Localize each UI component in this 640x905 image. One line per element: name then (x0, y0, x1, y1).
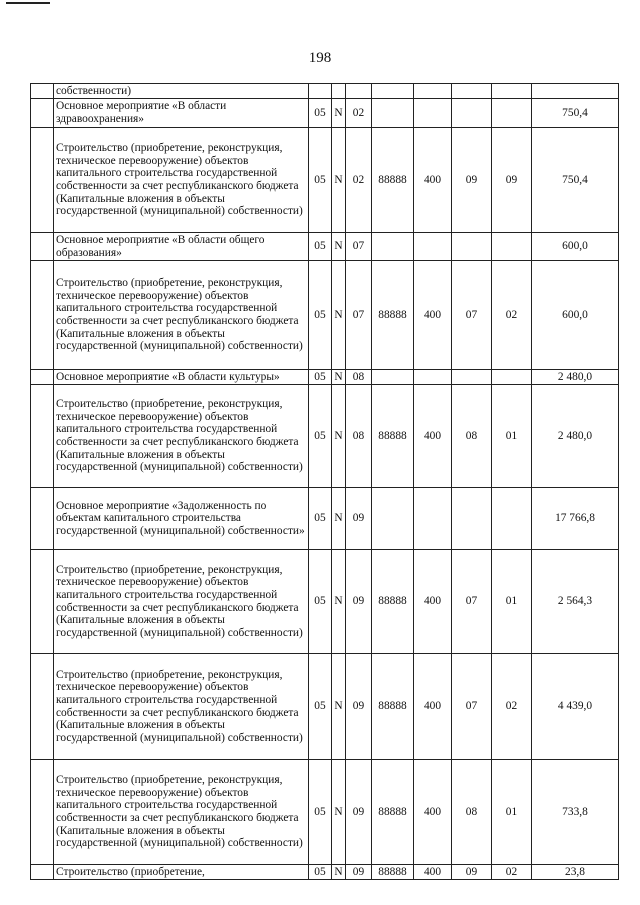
table-row (31, 865, 619, 880)
table-row (31, 370, 619, 385)
code-cell: 05 (309, 261, 332, 370)
code-cell: N (332, 488, 346, 550)
amount-cell: 600,0 (532, 261, 619, 370)
code-cell: 05 (309, 385, 332, 488)
code-cell (492, 84, 532, 99)
code-cell: 01 (492, 385, 532, 488)
code-cell: N (332, 261, 346, 370)
code-cell (372, 99, 414, 128)
code-cell (452, 99, 492, 128)
code-cell (492, 488, 532, 550)
code-cell: 05 (309, 488, 332, 550)
amount-cell: 4 439,0 (532, 654, 619, 760)
code-cell: 88888 (372, 261, 414, 370)
code-cell: N (332, 385, 346, 488)
item-name: Основное мероприятие «В области здравоохранения» (54, 99, 309, 128)
blank-cell (31, 385, 54, 488)
amount-cell: 23,8 (532, 865, 619, 880)
code-cell: N (332, 233, 346, 261)
code-cell: N (332, 99, 346, 128)
item-name: собственности) (54, 84, 309, 99)
code-cell: 09 (346, 654, 372, 760)
code-cell: 08 (452, 385, 492, 488)
table-row (31, 261, 619, 370)
code-cell: 09 (452, 128, 492, 233)
blank-cell (31, 128, 54, 233)
code-cell: N (332, 654, 346, 760)
amount-cell: 17 766,8 (532, 488, 619, 550)
table-row (31, 654, 619, 760)
amount-cell: 2 480,0 (532, 385, 619, 488)
blank-cell (31, 760, 54, 865)
code-cell: 07 (346, 233, 372, 261)
code-cell: 88888 (372, 760, 414, 865)
code-cell (372, 370, 414, 385)
blank-cell (31, 488, 54, 550)
code-cell (414, 99, 452, 128)
code-cell: N (332, 760, 346, 865)
code-cell: 400 (414, 654, 452, 760)
code-cell (372, 488, 414, 550)
table-row (31, 128, 619, 233)
amount-cell: 750,4 (532, 99, 619, 128)
code-cell: 05 (309, 99, 332, 128)
amount-cell: 2 564,3 (532, 550, 619, 654)
code-cell: 400 (414, 385, 452, 488)
code-cell: 09 (346, 760, 372, 865)
code-cell: 01 (492, 550, 532, 654)
code-cell: 08 (346, 385, 372, 488)
code-cell: 400 (414, 760, 452, 865)
code-cell: 88888 (372, 654, 414, 760)
code-cell: 05 (309, 370, 332, 385)
code-cell (414, 84, 452, 99)
amount-cell: 750,4 (532, 128, 619, 233)
code-cell: 07 (452, 654, 492, 760)
code-cell: N (332, 865, 346, 880)
code-cell: 05 (309, 550, 332, 654)
code-cell (452, 488, 492, 550)
code-cell: 05 (309, 654, 332, 760)
item-name: Основное мероприятие «В области культуры» (54, 370, 309, 385)
table-row (31, 99, 619, 128)
item-name: Основное мероприятие «В области общего образования» (54, 233, 309, 261)
item-name: Строительство (приобретение, реконструкция, техническое перевооружение) объектов капитального строительства государственной собственности за счет республиканского бюджета (Капитальные вложения в объекты государственной (муниципальной) собственности) (54, 550, 309, 654)
code-cell (372, 84, 414, 99)
amount-cell: 2 480,0 (532, 370, 619, 385)
code-cell (492, 233, 532, 261)
code-cell: 09 (346, 865, 372, 880)
table-row (31, 550, 619, 654)
code-cell: 02 (346, 99, 372, 128)
item-name: Основное мероприятие «Задолженность по объектам капитального строительства государственной (муниципальной) собственности» (54, 488, 309, 550)
code-cell: N (332, 550, 346, 654)
item-name: Строительство (приобретение, реконструкция, техническое перевооружение) объектов капитального строительства государственной собственности за счет республиканского бюджета (Капитальные вложения в объекты государственной (муниципальной) собственности) (54, 654, 309, 760)
code-cell: 08 (346, 370, 372, 385)
table-row (31, 233, 619, 261)
code-cell: 88888 (372, 550, 414, 654)
code-cell: 09 (346, 550, 372, 654)
table-row (31, 84, 619, 99)
code-cell: 88888 (372, 385, 414, 488)
blank-cell (31, 84, 54, 99)
page-number: 198 (308, 50, 332, 66)
code-cell: 02 (346, 128, 372, 233)
table-row (31, 760, 619, 865)
code-cell (414, 488, 452, 550)
item-name: Строительство (приобретение, реконструкция, техническое перевооружение) объектов капитального строительства государственной собственности за счет республиканского бюджета (Капитальные вложения в объекты государственной (муниципальной) собственности) (54, 128, 309, 233)
code-cell: 02 (492, 865, 532, 880)
code-cell (332, 84, 346, 99)
item-name: Строительство (приобретение, реконструкция, техническое перевооружение) объектов капитального строительства государственной собственности за счет республиканского бюджета (Капитальные вложения в объекты государственной (муниципальной) собственности) (54, 385, 309, 488)
code-cell: 09 (492, 128, 532, 233)
blank-cell (31, 654, 54, 760)
amount-cell: 600,0 (532, 233, 619, 261)
code-cell: 09 (346, 488, 372, 550)
code-cell: 01 (492, 760, 532, 865)
item-name: Строительство (приобретение, (54, 865, 309, 880)
code-cell: 400 (414, 261, 452, 370)
table-row (31, 385, 619, 488)
code-cell: 02 (492, 654, 532, 760)
code-cell (346, 84, 372, 99)
code-cell (492, 99, 532, 128)
blank-cell (31, 865, 54, 880)
table-row (31, 488, 619, 550)
code-cell: 05 (309, 128, 332, 233)
code-cell: 400 (414, 128, 452, 233)
code-cell (452, 233, 492, 261)
blank-cell (31, 550, 54, 654)
code-cell: 09 (452, 865, 492, 880)
code-cell (372, 233, 414, 261)
item-name: Строительство (приобретение, реконструкция, техническое перевооружение) объектов капитального строительства государственной собственности за счет республиканского бюджета (Капитальные вложения в объекты государственной (муниципальной) собственности) (54, 760, 309, 865)
amount-cell (532, 84, 619, 99)
code-cell (452, 370, 492, 385)
item-name: Строительство (приобретение, реконструкция, техническое перевооружение) объектов капитального строительства государственной собственности за счет республиканского бюджета (Капитальные вложения в объекты государственной (муниципальной) собственности) (54, 261, 309, 370)
code-cell (414, 233, 452, 261)
code-cell (452, 84, 492, 99)
blank-cell (31, 99, 54, 128)
amount-cell: 733,8 (532, 760, 619, 865)
header-rule (6, 2, 50, 4)
code-cell: 07 (452, 550, 492, 654)
code-cell: N (332, 128, 346, 233)
blank-cell (31, 370, 54, 385)
code-cell: 400 (414, 550, 452, 654)
code-cell: 88888 (372, 128, 414, 233)
code-cell: 88888 (372, 865, 414, 880)
code-cell: 05 (309, 760, 332, 865)
budget-table (30, 83, 619, 880)
code-cell: 02 (492, 261, 532, 370)
code-cell: N (332, 370, 346, 385)
code-cell: 05 (309, 865, 332, 880)
code-cell: 07 (346, 261, 372, 370)
code-cell (309, 84, 332, 99)
code-cell: 05 (309, 233, 332, 261)
blank-cell (31, 233, 54, 261)
code-cell (492, 370, 532, 385)
code-cell: 07 (452, 261, 492, 370)
code-cell: 08 (452, 760, 492, 865)
code-cell: 400 (414, 865, 452, 880)
code-cell (414, 370, 452, 385)
blank-cell (31, 261, 54, 370)
